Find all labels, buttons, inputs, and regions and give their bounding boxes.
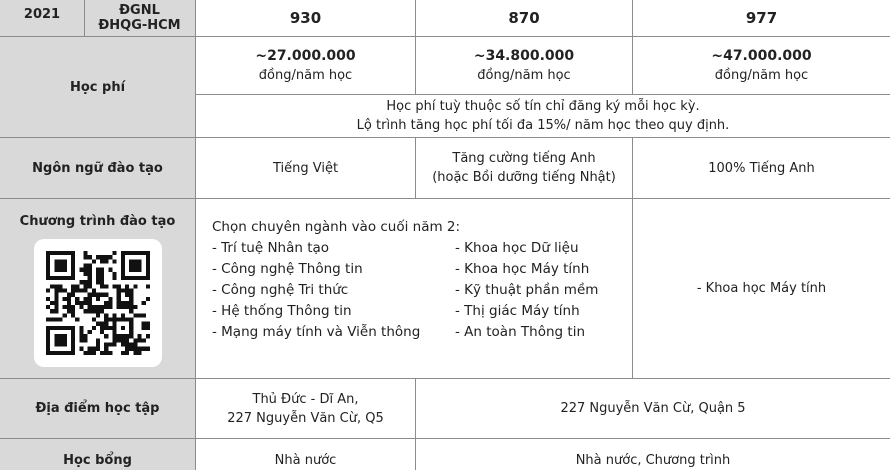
score-value: 977 bbox=[745, 9, 778, 27]
program-label-text: Chương trình đào tạo bbox=[19, 214, 176, 229]
tuition-amount: ~27.000.000 bbox=[255, 47, 356, 64]
score-value: 930 bbox=[289, 9, 322, 27]
language-cell-3 bbox=[633, 138, 890, 198]
language-value: Tiếng Việt bbox=[272, 160, 339, 176]
exam-label-line1: ĐGNL bbox=[119, 3, 160, 18]
location-value: 227 Nguyễn Văn Cừ, Quận 5 bbox=[560, 401, 746, 416]
score-cell-3 bbox=[633, 0, 890, 36]
scholarship-label bbox=[0, 453, 195, 468]
location-cell-23 bbox=[416, 379, 890, 438]
program-cell-3 bbox=[633, 199, 890, 378]
year-text: 2021 bbox=[23, 6, 61, 22]
major-item: - Kỹ thuật phần mềm bbox=[455, 282, 599, 298]
tuition-unit: đồng/năm học bbox=[477, 67, 571, 83]
major-item: - Khoa học Dữ liệu bbox=[455, 240, 579, 256]
location-line2: 227 Nguyễn Văn Cừ, Q5 bbox=[227, 410, 384, 426]
language-value: 100% Tiếng Anh bbox=[708, 160, 815, 176]
language-cell-1 bbox=[196, 138, 415, 198]
tuition-cell-3 bbox=[633, 37, 890, 94]
program-intro: Chọn chuyên ngành vào cuối năm 2: bbox=[212, 219, 461, 235]
location-line1: Thủ Đức - Dĩ An, bbox=[252, 391, 359, 407]
language-label-text: Ngôn ngữ đào tạo bbox=[32, 160, 163, 176]
tuition-cell-1 bbox=[196, 37, 415, 94]
language-value-line1: Tăng cường tiếng Anh bbox=[452, 151, 596, 166]
language-label bbox=[0, 138, 195, 198]
tuition-unit: đồng/năm học bbox=[714, 67, 809, 83]
tuition-cell-2 bbox=[416, 37, 632, 94]
location-label-text: Địa điểm học tập bbox=[35, 401, 160, 416]
exam-label-line2: ĐHQG-HCM bbox=[98, 18, 181, 33]
year-label bbox=[0, 0, 84, 28]
score-cell-2 bbox=[416, 0, 632, 36]
major-item: - Công nghệ Thông tin bbox=[212, 261, 363, 277]
score-cell-1 bbox=[196, 0, 415, 36]
exam-label bbox=[84, 0, 195, 36]
major-item: - Trí tuệ Nhân tạo bbox=[212, 240, 330, 256]
major-item: - Mạng máy tính và Viễn thông bbox=[212, 324, 421, 340]
score-value: 870 bbox=[508, 9, 540, 27]
major-item: - Thị giác Máy tính bbox=[455, 303, 580, 319]
location-label bbox=[0, 379, 195, 438]
tuition-amount: ~47.000.000 bbox=[711, 47, 812, 64]
major-item: - Công nghệ Tri thức bbox=[212, 282, 349, 298]
qr-code-icon bbox=[46, 251, 150, 355]
tuition-label bbox=[0, 37, 195, 137]
tuition-note bbox=[196, 95, 890, 137]
scholarship-cell-1 bbox=[196, 453, 415, 468]
tuition-unit: đồng/năm học bbox=[258, 67, 353, 83]
tuition-note-line2: Lộ trình tăng học phí tối đa 15%/ năm học theo quy định. bbox=[356, 118, 730, 133]
program-label bbox=[0, 214, 195, 229]
scholarship-cell-23 bbox=[416, 453, 890, 468]
major-item: - An toàn Thông tin bbox=[455, 324, 585, 340]
language-cell-2 bbox=[416, 138, 632, 198]
tuition-amount: ~34.800.000 bbox=[473, 47, 575, 64]
major-item: - Hệ thống Thông tin bbox=[212, 303, 352, 319]
location-cell-1 bbox=[196, 379, 415, 438]
major-item: - Khoa học Máy tính bbox=[455, 261, 590, 277]
program-col3-value: - Khoa học Máy tính bbox=[696, 281, 827, 296]
grid-line bbox=[0, 438, 890, 439]
scholarship-label-text: Học bổng bbox=[63, 453, 132, 468]
scholarship-value: Nhà nước bbox=[274, 453, 337, 468]
scholarship-value: Nhà nước, Chương trình bbox=[575, 453, 731, 468]
qr-code-container bbox=[34, 239, 162, 367]
tuition-label-text: Học phí bbox=[69, 79, 126, 95]
tuition-note-line1: Học phí tuỳ thuộc số tín chỉ đăng ký mỗi học kỳ. bbox=[386, 99, 700, 114]
language-value-line2: (hoặc Bồi dưỡng tiếng Nhật) bbox=[432, 170, 616, 185]
